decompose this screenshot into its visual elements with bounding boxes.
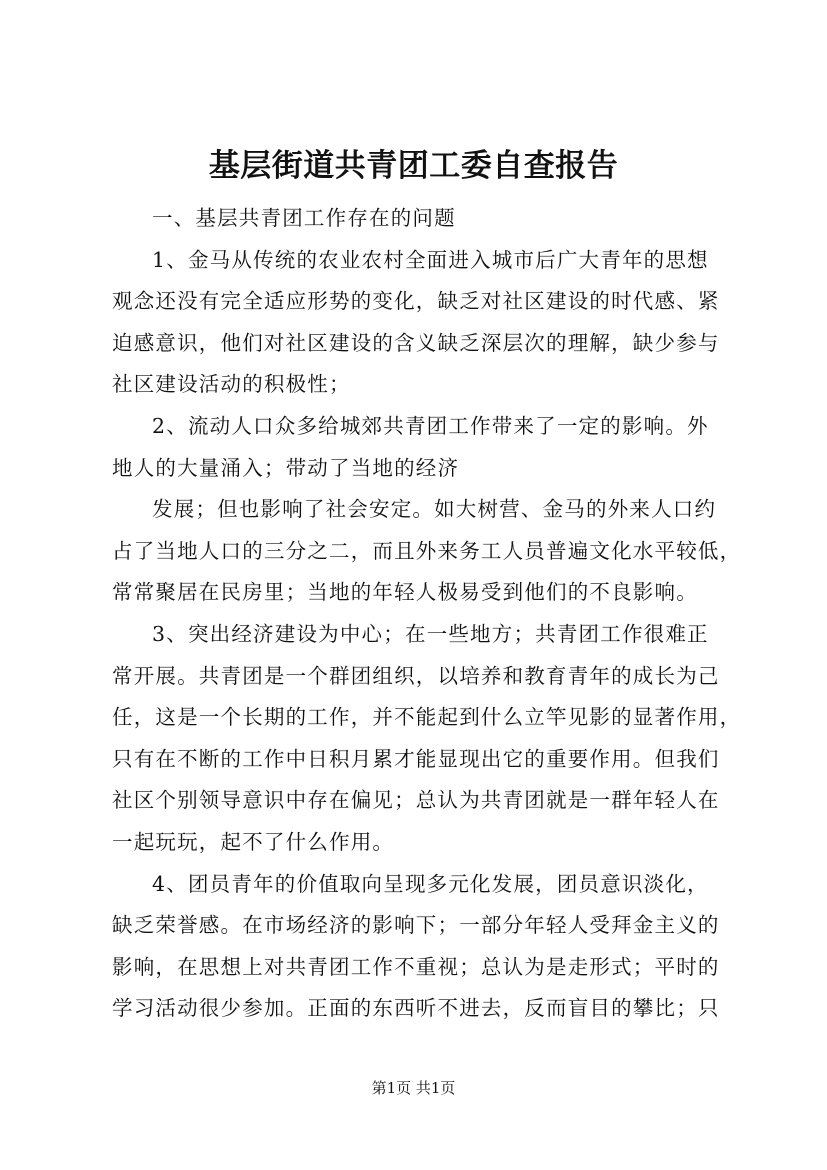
paragraph-line: 1、金马从传统的农业农村全面进入城市后广大青年的思想 (152, 247, 709, 272)
paragraph-line: 学习活动很少参加。正面的东西听不进去，反而盲目的攀比；只 (112, 996, 720, 1021)
paragraph-line: 4、团员青年的价值取向呈现多元化发展，团员意识淡化， (152, 871, 709, 896)
paragraph-line: 观念还没有完全适应形势的变化，缺乏对社区建设的时代感、紧 (112, 289, 720, 314)
paragraph-line: 3、突出经济建设为中心；在一些地方；共青团工作很难正 (152, 621, 709, 646)
paragraph-line: 一起玩玩，起不了什么作用。 (112, 829, 395, 854)
document-title: 基层街道共青团工委自查报告 (208, 148, 619, 184)
paragraph-line: 发展；但也影响了社会安定。如大树营、金马的外来人口约 (152, 497, 717, 522)
paragraph-line: 社区建设活动的积极性； (112, 372, 351, 397)
paragraph-line: 占了当地人口的三分之二，而且外来务工人员普遍文化水平较低， (112, 538, 742, 563)
paragraph-line: 社区个别领导意识中存在偏见；总认为共青团就是一群年轻人在 (112, 788, 720, 813)
paragraph-line: 2、流动人口众多给城郊共青团工作带来了一定的影响。外 (152, 413, 709, 438)
paragraph-line: 影响，在思想上对共青团工作不重视；总认为是走形式；平时的 (112, 954, 720, 979)
paragraph-line: 任，这是一个长期的工作，并不能起到什么立竿见影的显著作用， (112, 705, 742, 730)
paragraph-line: 常常聚居在民房里；当地的年轻人极易受到他们的不良影响。 (112, 580, 698, 605)
paragraph-line: 缺乏荣誉感。在市场经济的影响下；一部分年轻人受拜金主义的 (112, 913, 720, 938)
section-heading: 一、基层共青团工作存在的问题 (152, 206, 456, 230)
page-number: 第1页 共1页 (371, 1079, 456, 1097)
document-body (112, 198, 742, 1030)
paragraph-line: 常开展。共青团是一个群团组织，以培养和教育青年的成长为己 (112, 663, 720, 688)
paragraph-line: 只有在不断的工作中日积月累才能显现出它的重要作用。但我们 (112, 746, 720, 771)
paragraph-line: 地人的大量涌入；带动了当地的经济 (112, 455, 460, 480)
paragraph-line: 迫感意识，他们对社区建设的含义缺乏深层次的理解，缺少参与 (112, 330, 720, 355)
